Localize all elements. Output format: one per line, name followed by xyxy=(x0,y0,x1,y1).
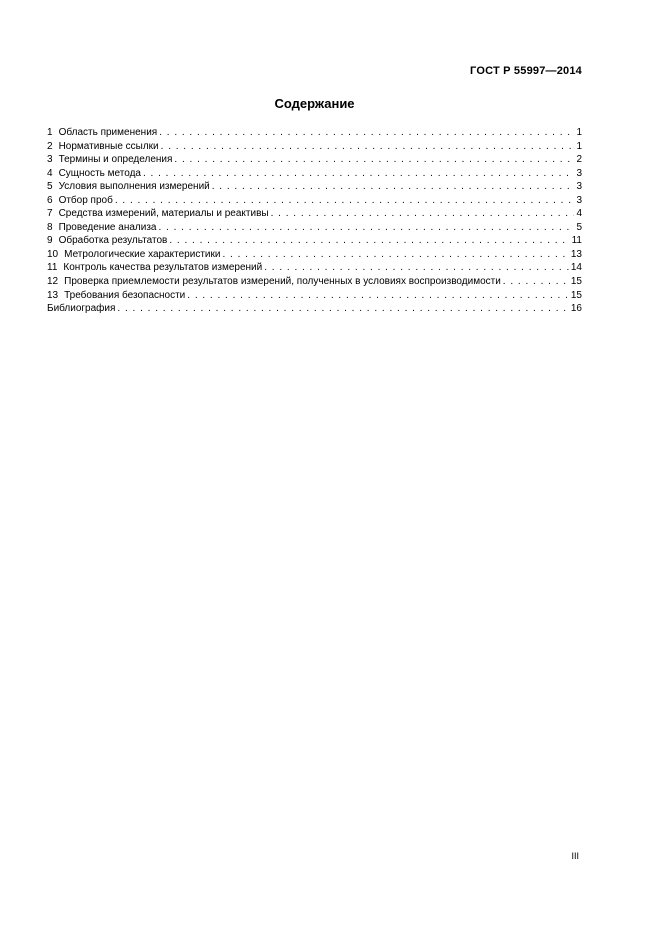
toc-entry-page: 1 xyxy=(576,127,582,138)
toc-entry-page: 3 xyxy=(576,194,582,206)
toc-entry-number: 12 xyxy=(47,276,59,288)
toc-entry-title xyxy=(47,167,141,181)
toc-list xyxy=(47,126,582,316)
toc-entry-number: 8 xyxy=(47,221,53,233)
toc-entry-label: Метрологические характеристики xyxy=(64,248,221,260)
toc-entry-page: 5 xyxy=(576,221,582,233)
toc-entry-label: Требования безопасности xyxy=(64,289,186,301)
toc-entry-title xyxy=(47,261,262,275)
toc-entry-title xyxy=(47,126,157,140)
toc-leader-dots xyxy=(271,207,575,221)
toc-entry-number: 9 xyxy=(47,235,53,247)
toc-entry[interactable] xyxy=(47,194,582,208)
toc-entry[interactable] xyxy=(47,289,582,303)
toc-entry[interactable] xyxy=(47,261,582,275)
toc-leader-dots xyxy=(212,180,575,194)
toc-entry-label: Средства измерений, материалы и реактивы xyxy=(58,208,269,220)
toc-entry-title xyxy=(47,221,156,235)
toc-entry[interactable] xyxy=(47,126,582,140)
toc-leader-dots xyxy=(161,140,575,154)
toc-entry-label: Отбор проб xyxy=(58,194,113,206)
toc-entry-label: Контроль качества результатов измерений xyxy=(63,262,263,274)
toc-entry-page: 3 xyxy=(576,167,582,179)
toc-entry-number: 4 xyxy=(47,167,53,179)
toc-title: Содержание xyxy=(274,96,355,111)
toc-entry-label: Нормативные ссылки xyxy=(58,140,159,152)
toc-entry-page: 15 xyxy=(570,289,582,301)
toc-entry-number: 3 xyxy=(47,154,53,166)
toc-entry-page: 14 xyxy=(570,262,582,274)
toc-entry[interactable] xyxy=(47,167,582,181)
toc-leader-dots xyxy=(169,234,569,248)
toc-entry-page: 11 xyxy=(571,235,582,247)
toc-entry-page: 2 xyxy=(576,154,582,166)
toc-entry[interactable] xyxy=(47,248,582,262)
document-code: ГОСТ Р 55997—2014 xyxy=(470,65,582,77)
toc-entry-title xyxy=(47,234,167,248)
toc-entry-number: 11 xyxy=(47,262,58,274)
toc-leader-dots xyxy=(143,167,574,181)
toc-entry-number: 13 xyxy=(47,289,59,301)
toc-entry-page: 13 xyxy=(570,248,582,260)
toc-entry-page: 1 xyxy=(576,140,582,152)
toc-entry[interactable] xyxy=(47,153,582,167)
toc-entry-number: 5 xyxy=(47,181,53,193)
toc-entry-title xyxy=(47,153,172,167)
toc-entry[interactable] xyxy=(47,302,582,316)
toc-entry-title xyxy=(47,194,113,208)
toc-leader-dots xyxy=(115,194,575,208)
toc-entry-label: Сущность метода xyxy=(58,167,141,179)
toc-entry-page: 16 xyxy=(570,303,582,315)
toc-leader-dots xyxy=(174,153,574,167)
toc-entry-label: Термины и определения xyxy=(58,154,173,166)
toc-entry-label: Проведение анализа xyxy=(58,221,157,233)
toc-entry-label: Проверка приемлемости результатов измерений, полученных в условиях воспроизводимости xyxy=(64,276,501,288)
toc-entry[interactable] xyxy=(47,221,582,235)
toc-entry-title xyxy=(47,289,185,303)
toc-leader-dots xyxy=(264,261,569,275)
page-number: III xyxy=(571,851,579,861)
toc-entry-page: 15 xyxy=(570,276,582,288)
toc-entry[interactable] xyxy=(47,234,582,248)
toc-entry-number: 2 xyxy=(47,140,53,152)
toc-entry[interactable] xyxy=(47,207,582,221)
toc-entry-title xyxy=(47,275,501,289)
toc-entry-label: Условия выполнения измерений xyxy=(58,181,210,193)
toc-entry-page: 4 xyxy=(576,208,582,220)
toc-entry-number: 10 xyxy=(47,248,59,260)
toc-entry-title xyxy=(47,207,269,221)
toc-entry-title xyxy=(47,180,210,194)
toc-entry[interactable] xyxy=(47,180,582,194)
toc-leader-dots xyxy=(503,275,569,289)
toc-entry-title xyxy=(47,302,115,316)
toc-entry[interactable] xyxy=(47,140,582,154)
toc-leader-dots xyxy=(117,302,568,316)
toc-entry-label: Обработка результатов xyxy=(58,235,168,247)
toc-entry-number: 6 xyxy=(47,194,53,206)
toc-leader-dots xyxy=(159,126,574,140)
toc-entry-label: Область применения xyxy=(58,127,158,138)
toc-leader-dots xyxy=(222,248,568,262)
toc-leader-dots xyxy=(187,289,569,303)
toc-entry-title xyxy=(47,248,220,262)
toc-entry-label: Библиография xyxy=(47,303,116,315)
toc-entry-title xyxy=(47,140,159,154)
toc-entry-number: 7 xyxy=(47,208,53,220)
toc-leader-dots xyxy=(158,221,574,235)
toc-entry-number: 1 xyxy=(47,127,53,138)
toc-entry-page: 3 xyxy=(576,181,582,193)
toc-entry[interactable] xyxy=(47,275,582,289)
